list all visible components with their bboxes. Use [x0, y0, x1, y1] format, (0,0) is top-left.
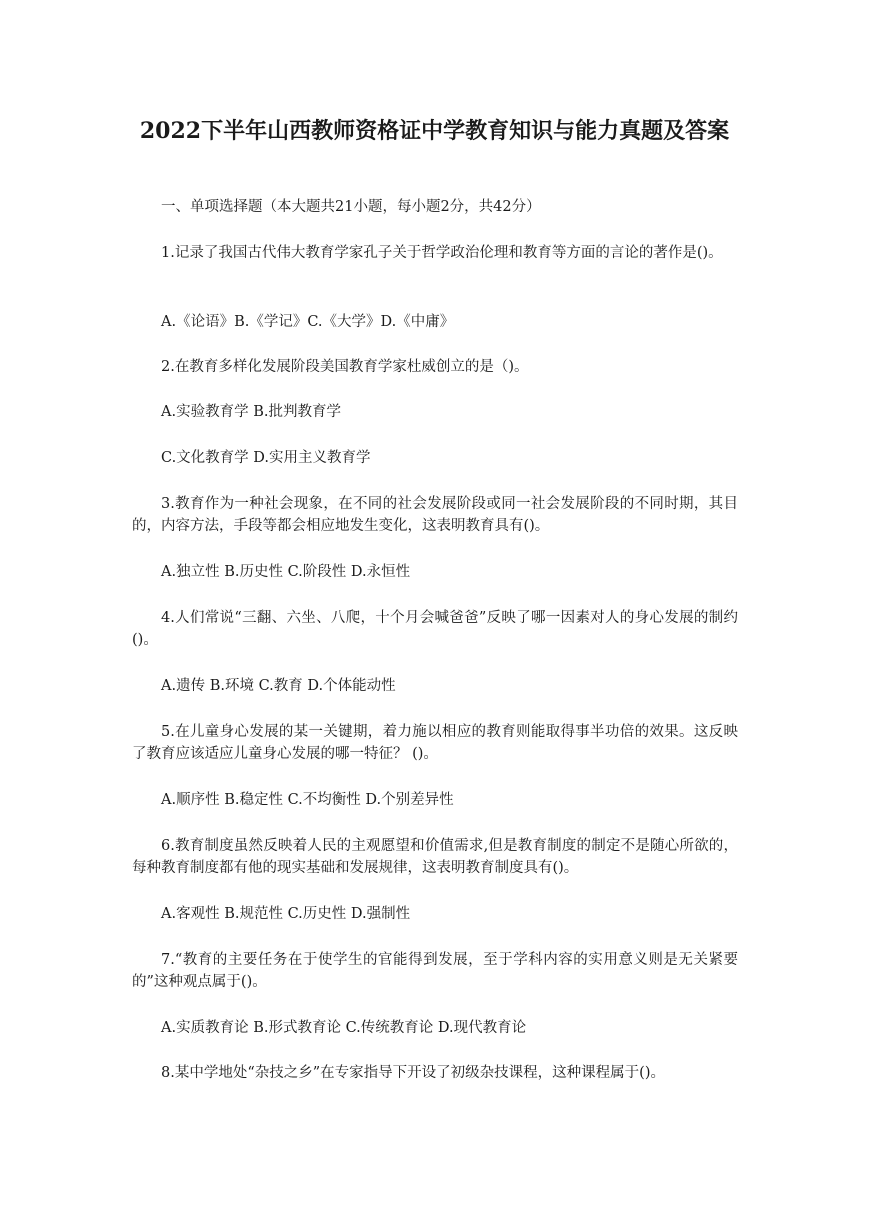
- section-heading: 一、单项选择题（本大题共21小题，每小题2分，共42分）: [161, 199, 541, 215]
- question-2-options-a: A.实验教育学 B.批判教育学: [161, 404, 341, 420]
- question-2-stem: 2.在教育多样化发展阶段美国教育学家杜威创立的是（)。: [161, 359, 529, 375]
- question-6-options: A.客观性 B.规范性 C.历史性 D.强制性: [161, 906, 411, 922]
- question-7-options: A.实质教育论 B.形式教育论 C.传统教育论 D.现代教育论: [161, 1020, 527, 1036]
- question-5-stem: 5.在儿童身心发展的某一关键期，着力施以相应的教育则能取得事半功倍的效果。这反映了教育应该适应儿童身心发展的哪一特征？ ()。: [132, 724, 738, 762]
- question-3-options: A.独立性 B.历史性 C.阶段性 D.永恒性: [161, 564, 411, 580]
- question-6-stem: 6.教育制度虽然反映着人民的主观愿望和价值需求,但是教育制度的制定不是随心所欲的，每种教育制度都有他的现实基础和发展规律，这表明教育制度具有()。: [132, 838, 738, 876]
- question-5-options: A.顺序性 B.稳定性 C.不均衡性 D.个别差异性: [161, 792, 454, 808]
- question-1-stem: 1.记录了我国古代伟大教育学家孔子关于哲学政治伦理和教育等方面的言论的著作是()。: [161, 245, 723, 261]
- question-8-stem: 8.某中学地处“杂技之乡”在专家指导下开设了初级杂技课程，这种课程属于()。: [161, 1065, 665, 1081]
- question-4-stem: 4.人们常说“三翻、六坐、八爬，十个月会喊爸爸”反映了哪一因素对人的身心发展的制约()。: [132, 610, 738, 648]
- question-3-stem: 3.教育作为一种社会现象，在不同的社会发展阶段或同一社会发展阶段的不同时期，其目的，内容方法，手段等都会相应地发生变化，这表明教育具有()。: [132, 496, 738, 534]
- question-1-options: A.《论语》B.《学记》C.《大学》D.《中庸》: [161, 314, 455, 330]
- question-7-stem: 7.“教育的主要任务在于使学生的官能得到发展，至于学科内容的实用意义则是无关紧要的”这种观点属于()。: [132, 952, 738, 990]
- question-4-options: A.遗传 B.环境 C.教育 D.个体能动性: [161, 678, 396, 694]
- document-title: 2022下半年山西教师资格证中学教育知识与能力真题及答案: [139, 118, 730, 144]
- question-2-options-b: C.文化教育学 D.实用主义教育学: [161, 450, 371, 466]
